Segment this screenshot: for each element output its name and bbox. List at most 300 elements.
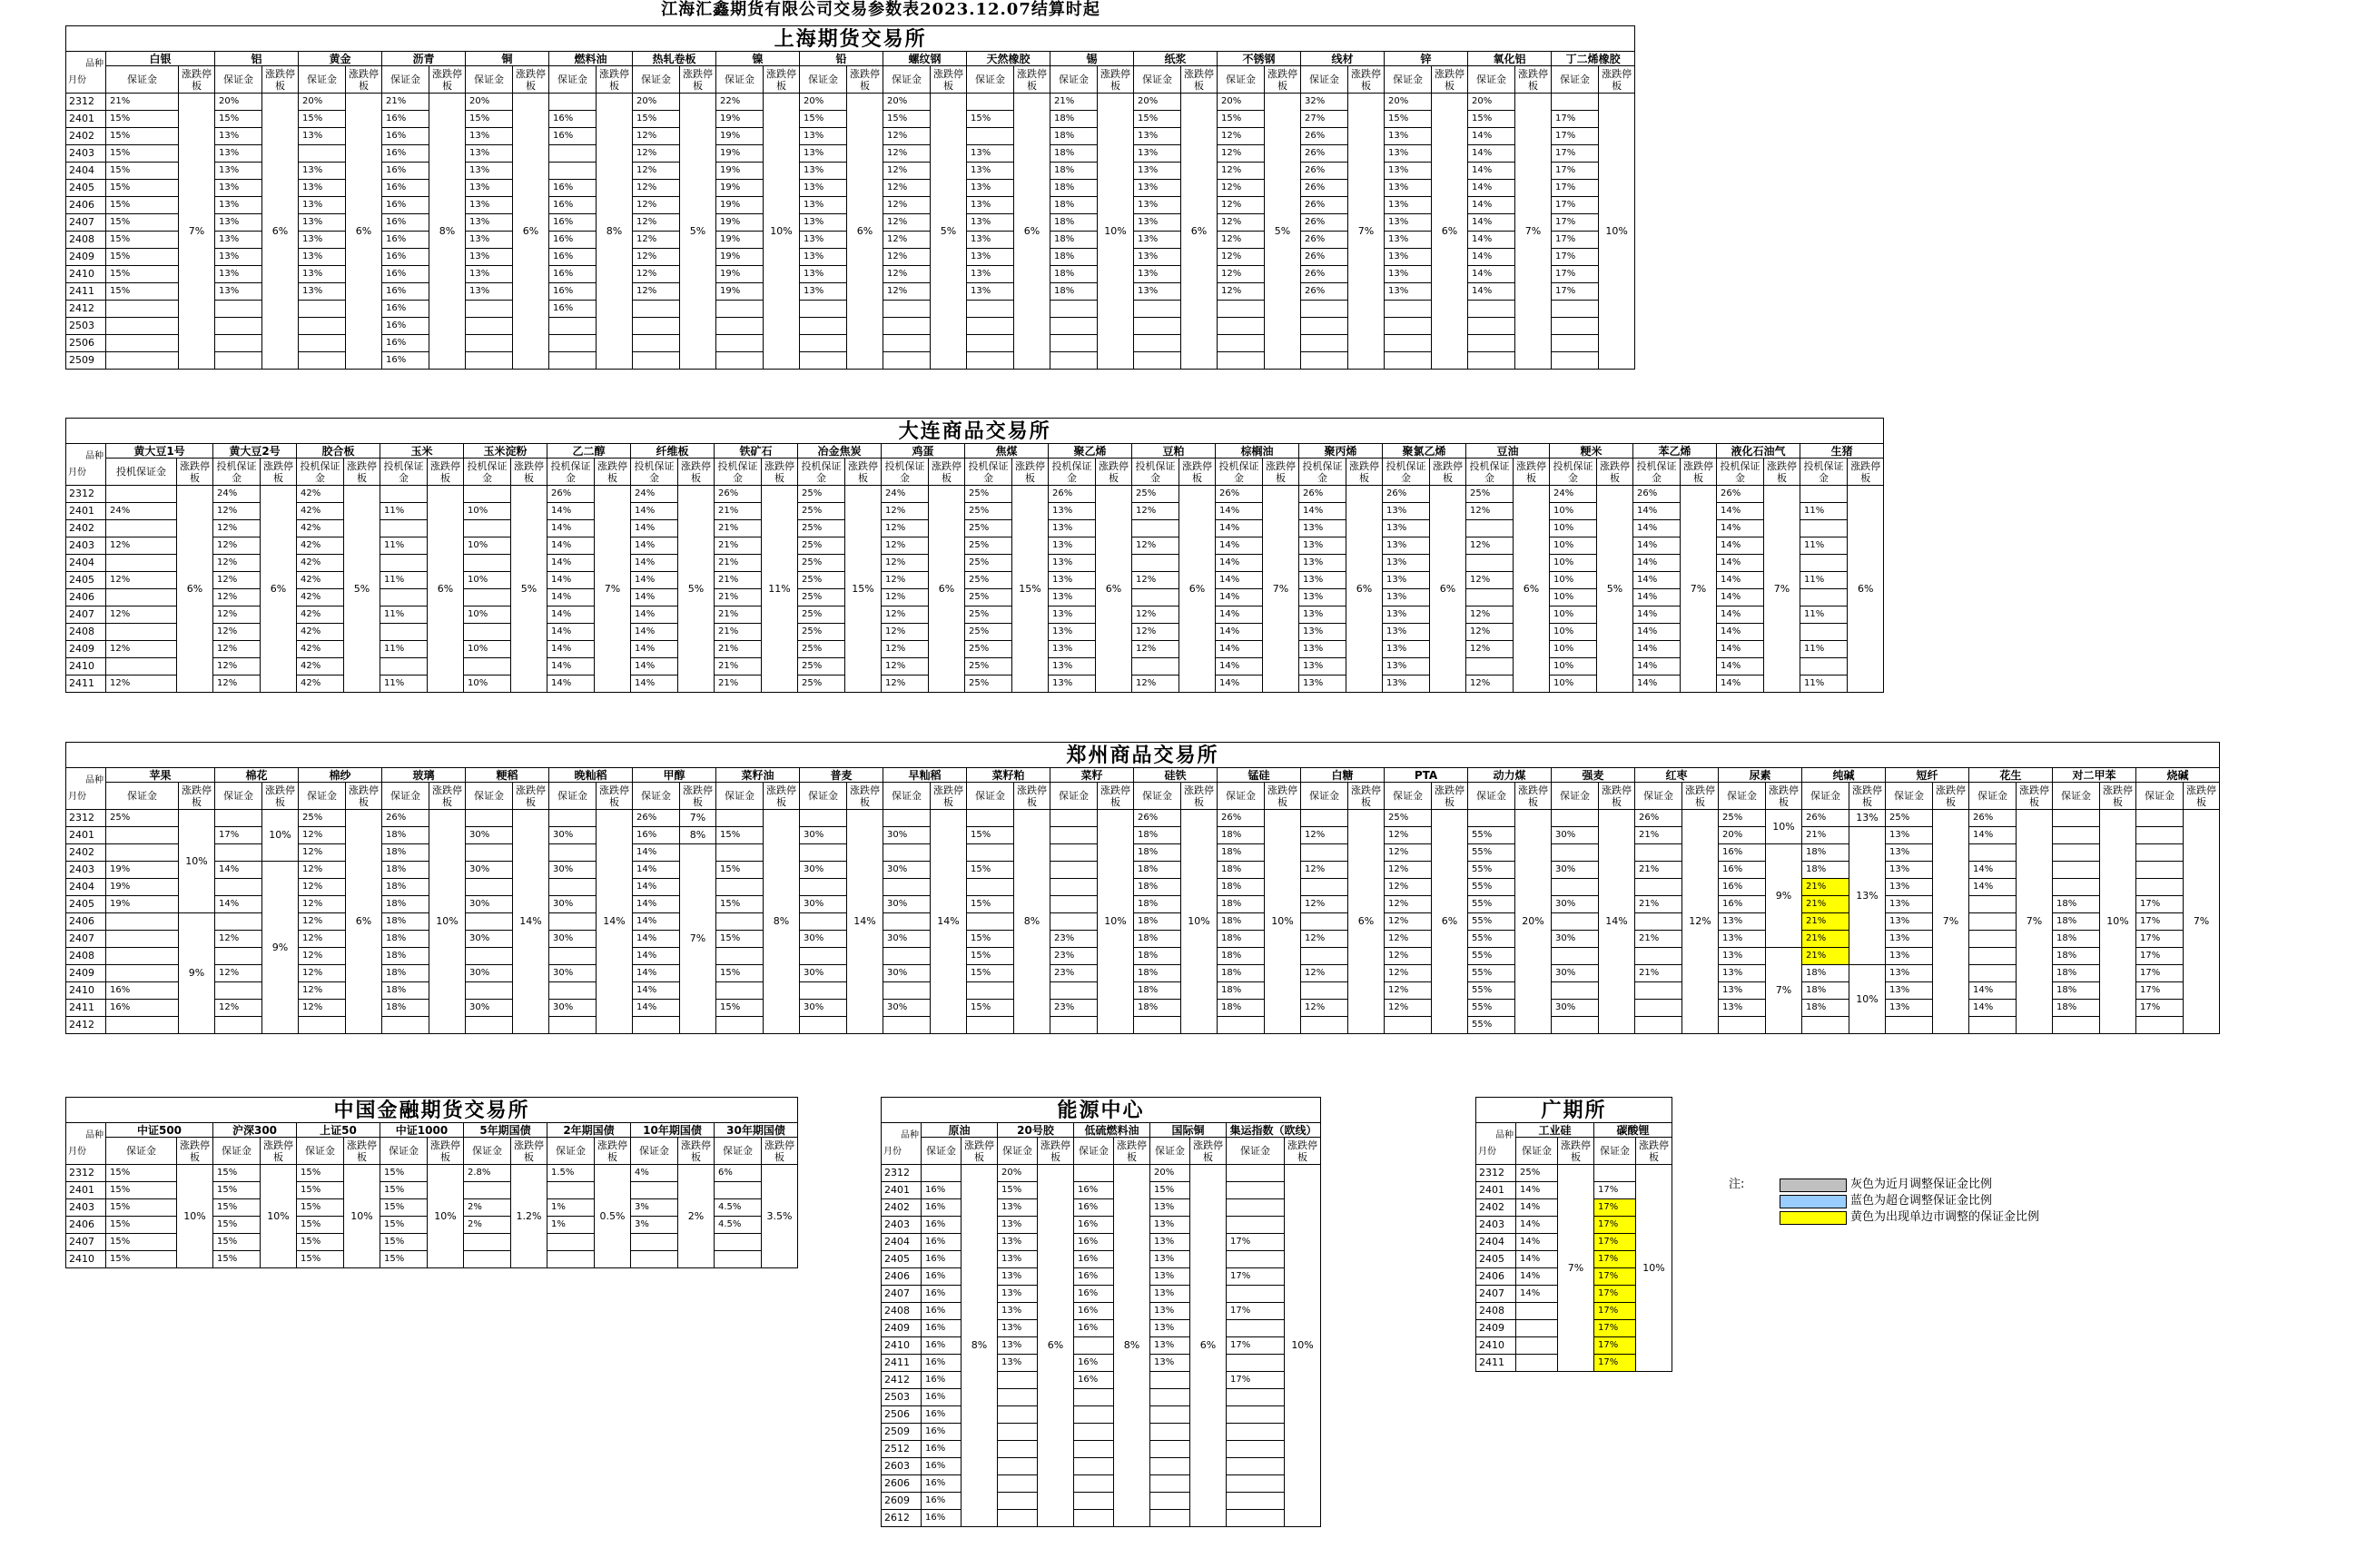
margin-cell: 12%: [1218, 232, 1265, 249]
month-cell: 2406: [66, 913, 106, 931]
margin-cell: 12%: [215, 965, 262, 982]
product-name: 聚丙烯: [1299, 444, 1383, 459]
margin-cell: 13%: [299, 180, 346, 197]
margin-cell: 30%: [466, 862, 513, 879]
margin-cell: [2136, 862, 2184, 879]
margin-cell: 16%: [922, 1406, 962, 1424]
month-cell: 2405: [66, 896, 106, 913]
margin-cell: [1301, 318, 1348, 335]
margin-cell: 1%: [547, 1199, 595, 1217]
margin-cell: 15%: [106, 1165, 177, 1182]
margin-cell: [883, 335, 931, 352]
margin-cell: 16%: [1074, 1286, 1114, 1303]
margin-col-header: 保证金: [1134, 783, 1181, 810]
margin-cell: [464, 520, 511, 537]
margin-cell: 14%: [633, 862, 680, 879]
margin-cell: 12%: [882, 589, 929, 606]
month-cell: 2406: [1476, 1268, 1516, 1286]
margin-cell: [1150, 1475, 1190, 1493]
margin-cell: 16%: [549, 301, 597, 318]
month-cell: 2404: [882, 1234, 922, 1251]
margin-cell: 16%: [382, 352, 429, 370]
margin-cell: [716, 810, 764, 827]
margin-cell: 16%: [922, 1217, 962, 1234]
margin-cell: [380, 486, 428, 503]
margin-cell: 15%: [297, 1234, 344, 1251]
limit-cell: 6%: [1190, 1165, 1227, 1527]
margin-cell: [549, 1017, 597, 1034]
margin-cell: 17%: [1552, 145, 1599, 163]
margin-cell: 25%: [965, 641, 1012, 658]
margin-cell: 16%: [922, 1199, 962, 1217]
margin-cell: 21%: [715, 658, 762, 676]
margin-cell: 12%: [633, 266, 680, 283]
margin-cell: 15%: [967, 896, 1014, 913]
margin-cell: [2136, 827, 2184, 844]
margin-cell: 12%: [213, 503, 261, 520]
margin-cell: 13%: [1383, 572, 1430, 589]
margin-cell: [800, 982, 847, 1000]
margin-cell: 42%: [297, 503, 344, 520]
margin-cell: [716, 335, 764, 352]
margin-cell: [215, 352, 262, 370]
month-cell: 2408: [66, 624, 106, 641]
product-name: 不锈钢: [1218, 52, 1301, 66]
limit-col-header: 涨跌停板: [179, 66, 215, 94]
month-cell: 2412: [66, 1017, 106, 1034]
margin-cell: [1800, 555, 1848, 572]
margin-cell: 12%: [299, 1000, 346, 1017]
limit-col-header: 涨跌停板: [845, 459, 882, 486]
margin-cell: 17%: [215, 827, 262, 844]
margin-cell: 26%: [715, 486, 762, 503]
margin-cell: [967, 982, 1014, 1000]
margin-cell: 21%: [715, 624, 762, 641]
margin-cell: [215, 982, 262, 1000]
product-name: 锰硅: [1218, 768, 1301, 783]
product-name: 粳米: [1550, 444, 1633, 459]
margin-cell: 17%: [1227, 1337, 1285, 1355]
margin-cell: 25%: [798, 624, 845, 641]
margin-cell: 18%: [1050, 197, 1098, 214]
margin-cell: 13%: [215, 163, 262, 180]
margin-cell: 30%: [466, 827, 513, 844]
header-variety-label: 品种: [85, 774, 104, 785]
margin-cell: 13%: [1134, 197, 1181, 214]
margin-cell: 13%: [1385, 128, 1432, 145]
margin-col-header: 保证金: [106, 1138, 177, 1165]
limit-cell: 7%: [2184, 810, 2220, 1034]
month-cell: 2402: [66, 520, 106, 537]
margin-cell: 19%: [716, 232, 764, 249]
margin-cell: [1301, 844, 1348, 862]
margin-col-header: 保证金: [883, 66, 931, 94]
header-variety-label: 品种: [901, 1129, 919, 1140]
margin-cell: [633, 318, 680, 335]
exchange-cffex: [65, 1097, 798, 1268]
margin-cell: 30%: [549, 827, 597, 844]
limit-cell: 6%: [1179, 486, 1216, 693]
margin-cell: 15%: [967, 862, 1014, 879]
margin-col-header: 保证金: [466, 783, 513, 810]
margin-cell: 14%: [633, 913, 680, 931]
margin-cell: 14%: [547, 537, 595, 555]
margin-col-header: 投机保证金: [213, 459, 261, 486]
margin-cell: 12%: [299, 931, 346, 948]
product-name: 短纤: [1886, 768, 1969, 783]
limit-cell: 6%: [1432, 810, 1468, 1034]
margin-cell: 26%: [1635, 810, 1682, 827]
margin-cell: 21%: [715, 589, 762, 606]
margin-cell: [1074, 1493, 1114, 1510]
margin-cell: 16%: [1719, 879, 1766, 896]
margin-col-header: 保证金: [1552, 783, 1599, 810]
margin-cell: 12%: [882, 658, 929, 676]
margin-cell: 13%: [1299, 520, 1346, 537]
margin-cell: 13%: [1383, 589, 1430, 606]
table-row: [882, 1234, 1321, 1251]
margin-cell: [800, 335, 847, 352]
limit-cell: 7%: [179, 94, 215, 370]
margin-col-header: 保证金: [466, 66, 513, 94]
margin-cell: 14%: [1633, 658, 1681, 676]
margin-cell: 21%: [1050, 94, 1098, 111]
margin-cell: 26%: [1301, 214, 1348, 232]
margin-cell: 14%: [547, 520, 595, 537]
margin-cell: 13%: [1299, 572, 1346, 589]
margin-cell: 18%: [1134, 913, 1181, 931]
margin-cell: 13%: [1150, 1303, 1190, 1320]
margin-cell: 12%: [213, 537, 261, 555]
margin-col-header: 保证金: [299, 783, 346, 810]
margin-cell: [106, 520, 177, 537]
margin-cell: 13%: [1134, 266, 1181, 283]
margin-cell: 13%: [1886, 982, 1933, 1000]
limit-col-header: 涨跌停板: [344, 1138, 380, 1165]
margin-cell: 14%: [1717, 503, 1764, 520]
limit-col-header: 涨跌停板: [1636, 1138, 1672, 1165]
margin-cell: [549, 94, 597, 111]
margin-cell: 21%: [715, 641, 762, 658]
margin-cell: 15%: [106, 266, 179, 283]
margin-cell: 18%: [2053, 931, 2100, 948]
margin-cell: 14%: [631, 606, 678, 624]
margin-cell: [1552, 982, 1599, 1000]
margin-cell: [549, 948, 597, 965]
margin-cell: 12%: [1301, 1000, 1348, 1017]
margin-cell: 12%: [215, 931, 262, 948]
margin-col-header: 投机保证金: [1216, 459, 1263, 486]
margin-cell: [1050, 896, 1098, 913]
margin-cell: [998, 1493, 1038, 1510]
margin-cell: [215, 335, 262, 352]
margin-cell: 13%: [800, 197, 847, 214]
margin-cell: 14%: [1633, 503, 1681, 520]
month-cell: 2403: [66, 145, 106, 163]
margin-cell: 16%: [382, 145, 429, 163]
month-cell: 2407: [1476, 1286, 1516, 1303]
margin-cell: 13%: [1299, 589, 1346, 606]
margin-cell: 13%: [1150, 1337, 1190, 1355]
margin-cell: 2%: [464, 1199, 511, 1217]
month-cell: 2408: [1476, 1303, 1516, 1320]
margin-cell: 12%: [299, 948, 346, 965]
margin-cell: 26%: [1049, 486, 1096, 503]
margin-cell: [1227, 1182, 1285, 1199]
limit-cell: 8%: [1014, 810, 1050, 1034]
margin-cell: [1635, 982, 1682, 1000]
limit-cell: 6%: [261, 486, 297, 693]
margin-cell: 12%: [633, 180, 680, 197]
margin-cell: 30%: [1552, 1000, 1599, 1017]
limit-cell: 6%: [1014, 94, 1050, 370]
table-row: [882, 1424, 1321, 1441]
margin-col-header: 保证金: [967, 66, 1014, 94]
margin-cell: 16%: [549, 283, 597, 301]
margin-cell: 13%: [998, 1268, 1038, 1286]
margin-cell: 12%: [882, 520, 929, 537]
margin-cell: [1468, 810, 1515, 827]
margin-cell: 15%: [106, 1182, 177, 1199]
product-name: 30年期国债: [715, 1123, 798, 1138]
margin-cell: [215, 948, 262, 965]
margin-cell: 20%: [883, 94, 931, 111]
margin-cell: 30%: [800, 862, 847, 879]
margin-cell: 14%: [631, 503, 678, 520]
margin-cell: 26%: [547, 486, 595, 503]
margin-cell: [215, 913, 262, 931]
margin-cell: 12%: [882, 624, 929, 641]
header-diagonal-cell: [66, 768, 106, 810]
margin-cell: [1218, 301, 1265, 318]
margin-cell: 30%: [549, 965, 597, 982]
product-name: 菜籽粕: [967, 768, 1050, 783]
margin-cell: [1301, 335, 1348, 352]
margin-cell: 12%: [299, 913, 346, 931]
margin-col-header: 保证金: [1969, 783, 2017, 810]
margin-cell: 18%: [382, 862, 429, 879]
margin-cell: 15%: [106, 1199, 177, 1217]
margin-cell: [1466, 555, 1514, 572]
margin-cell: 16%: [1719, 862, 1766, 879]
margin-cell: [547, 1182, 595, 1199]
margin-cell: 26%: [1301, 283, 1348, 301]
limit-cell: 10%: [179, 810, 215, 913]
limit-cell: 6%: [1038, 1165, 1074, 1527]
month-cell: 2401: [66, 827, 106, 844]
margin-cell: 3%: [631, 1217, 678, 1234]
product-name: 普麦: [800, 768, 883, 783]
margin-cell: 15%: [213, 1251, 261, 1268]
margin-cell: 10%: [1550, 537, 1597, 555]
margin-cell: 18%: [1218, 896, 1265, 913]
margin-cell: 14%: [1216, 658, 1263, 676]
margin-cell: 12%: [213, 589, 261, 606]
margin-cell: 21%: [1635, 965, 1682, 982]
limit-cell: 6%: [1348, 810, 1385, 1034]
month-cell: 2404: [1476, 1234, 1516, 1251]
margin-cell: 13%: [800, 128, 847, 145]
table-row: [882, 1268, 1321, 1286]
margin-cell: 15%: [297, 1251, 344, 1268]
month-cell: 2612: [882, 1510, 922, 1527]
margin-cell: [1301, 1017, 1348, 1034]
limit-col-header: 涨跌停板: [429, 66, 466, 94]
limit-col-header: 涨跌停板: [1599, 783, 1635, 810]
margin-cell: 22%: [716, 94, 764, 111]
margin-cell: [1301, 948, 1348, 965]
margin-cell: 55%: [1468, 982, 1515, 1000]
margin-col-header: 保证金: [215, 66, 262, 94]
margin-cell: [547, 1251, 595, 1268]
month-cell: 2503: [66, 318, 106, 335]
limit-col-header: 涨跌停板: [1515, 783, 1552, 810]
limit-cell: 10%: [1766, 810, 1802, 844]
margin-cell: 15%: [380, 1182, 428, 1199]
margin-cell: 19%: [106, 862, 179, 879]
margin-cell: 19%: [716, 128, 764, 145]
month-cell: 2503: [882, 1389, 922, 1406]
margin-cell: 12%: [299, 982, 346, 1000]
limit-cell: 6%: [262, 94, 299, 370]
margin-cell: [1969, 965, 2017, 982]
limit-cell: 5%: [1265, 94, 1301, 370]
margin-cell: [1802, 1017, 1849, 1034]
margin-cell: 13%: [998, 1303, 1038, 1320]
margin-cell: 2.8%: [464, 1165, 511, 1182]
margin-cell: 14%: [547, 572, 595, 589]
legend-text-blue: 蓝色为超仓调整保证金比例: [1850, 1194, 1993, 1208]
margin-cell: 25%: [1886, 810, 1933, 827]
margin-col-header: 保证金: [633, 783, 680, 810]
margin-cell: [883, 879, 931, 896]
margin-col-header: 保证金: [380, 1138, 428, 1165]
margin-cell: 14%: [1516, 1268, 1558, 1286]
product-name: 焦煤: [965, 444, 1049, 459]
margin-col-header: 保证金: [1468, 783, 1515, 810]
margin-cell: 13%: [466, 232, 513, 249]
margin-cell: 21%: [1635, 862, 1682, 879]
margin-cell: 18%: [382, 896, 429, 913]
margin-cell: 12%: [1218, 163, 1265, 180]
limit-cell: 10%: [1636, 1165, 1672, 1372]
margin-cell: 13%: [1719, 1000, 1766, 1017]
margin-cell: 12%: [883, 266, 931, 283]
margin-cell: 13%: [1383, 537, 1430, 555]
limit-cell: 14%: [931, 810, 967, 1034]
margin-cell: 15%: [297, 1199, 344, 1217]
margin-cell: [967, 128, 1014, 145]
margin-cell: 14%: [633, 879, 680, 896]
margin-cell: 25%: [798, 606, 845, 624]
margin-cell: 15%: [380, 1234, 428, 1251]
margin-col-header: 投机保证金: [1383, 459, 1430, 486]
margin-cell: 13%: [800, 266, 847, 283]
table-row: [882, 1493, 1321, 1510]
margin-cell: 18%: [1802, 982, 1849, 1000]
margin-cell: 14%: [1468, 180, 1515, 197]
margin-cell: 18%: [1050, 249, 1098, 266]
product-name: 集运指数（欧线）: [1227, 1123, 1321, 1138]
margin-cell: 17%: [1552, 283, 1599, 301]
margin-col-header: 保证金: [1385, 783, 1432, 810]
limit-col-header: 涨跌停板: [1014, 783, 1050, 810]
limit-cell: 5%: [1597, 486, 1633, 693]
limit-col-header: 涨跌停板: [346, 66, 382, 94]
margin-cell: 55%: [1468, 931, 1515, 948]
limit-cell: 10%: [262, 810, 299, 862]
margin-cell: 12%: [883, 128, 931, 145]
margin-cell: 20%: [1134, 94, 1181, 111]
limit-col-header: 涨跌停板: [2100, 783, 2136, 810]
margin-cell: [1050, 1017, 1098, 1034]
margin-cell: [549, 810, 597, 827]
limit-cell: 10%: [1098, 810, 1134, 1034]
limit-col-header: 涨跌停板: [764, 783, 800, 810]
month-cell: 2410: [66, 266, 106, 283]
margin-cell: 14%: [1216, 676, 1263, 693]
product-name: 20号胶: [998, 1123, 1074, 1138]
limit-col-header: 涨跌停板: [1038, 1138, 1074, 1165]
limit-col-header: 涨跌停板: [262, 66, 299, 94]
product-name: PTA: [1385, 768, 1468, 783]
margin-cell: [1227, 1406, 1285, 1424]
margin-cell: 14%: [1516, 1182, 1558, 1199]
margin-cell: [1301, 352, 1348, 370]
margin-cell: [464, 1251, 511, 1268]
margin-cell: 14%: [1633, 555, 1681, 572]
margin-cell: 12%: [1132, 537, 1179, 555]
margin-cell: 17%: [1594, 1268, 1636, 1286]
margin-cell: 13%: [1719, 931, 1766, 948]
margin-cell: 17%: [2136, 982, 2184, 1000]
product-name: 螺纹钢: [883, 52, 967, 66]
margin-cell: 16%: [1074, 1217, 1114, 1234]
limit-cell: 15%: [845, 486, 882, 693]
exchange-czce: [65, 742, 2220, 1034]
margin-cell: [800, 1017, 847, 1034]
table-row: [66, 862, 2220, 879]
margin-cell: 18%: [2053, 896, 2100, 913]
margin-cell: [998, 1389, 1038, 1406]
margin-cell: 15%: [106, 197, 179, 214]
margin-cell: [299, 301, 346, 318]
margin-cell: 30%: [800, 827, 847, 844]
margin-cell: 12%: [1385, 844, 1432, 862]
margin-cell: 11%: [380, 641, 428, 658]
margin-cell: 12%: [1466, 624, 1514, 641]
limit-cell: 8%: [680, 827, 716, 844]
margin-cell: [883, 810, 931, 827]
month-cell: 2408: [66, 948, 106, 965]
margin-cell: 25%: [965, 624, 1012, 641]
margin-cell: [967, 335, 1014, 352]
margin-cell: 13%: [1385, 266, 1432, 283]
margin-col-header: 保证金: [106, 783, 179, 810]
margin-cell: 12%: [633, 145, 680, 163]
product-name: 镍: [716, 52, 800, 66]
header-diagonal-cell: [1476, 1123, 1516, 1165]
margin-cell: 30%: [549, 862, 597, 879]
margin-cell: [1050, 913, 1098, 931]
margin-cell: 26%: [382, 810, 429, 827]
margin-cell: 13%: [800, 180, 847, 197]
margin-cell: 26%: [1301, 128, 1348, 145]
margin-cell: [716, 879, 764, 896]
margin-cell: [633, 335, 680, 352]
margin-cell: 18%: [1050, 283, 1098, 301]
month-cell: 2410: [882, 1337, 922, 1355]
